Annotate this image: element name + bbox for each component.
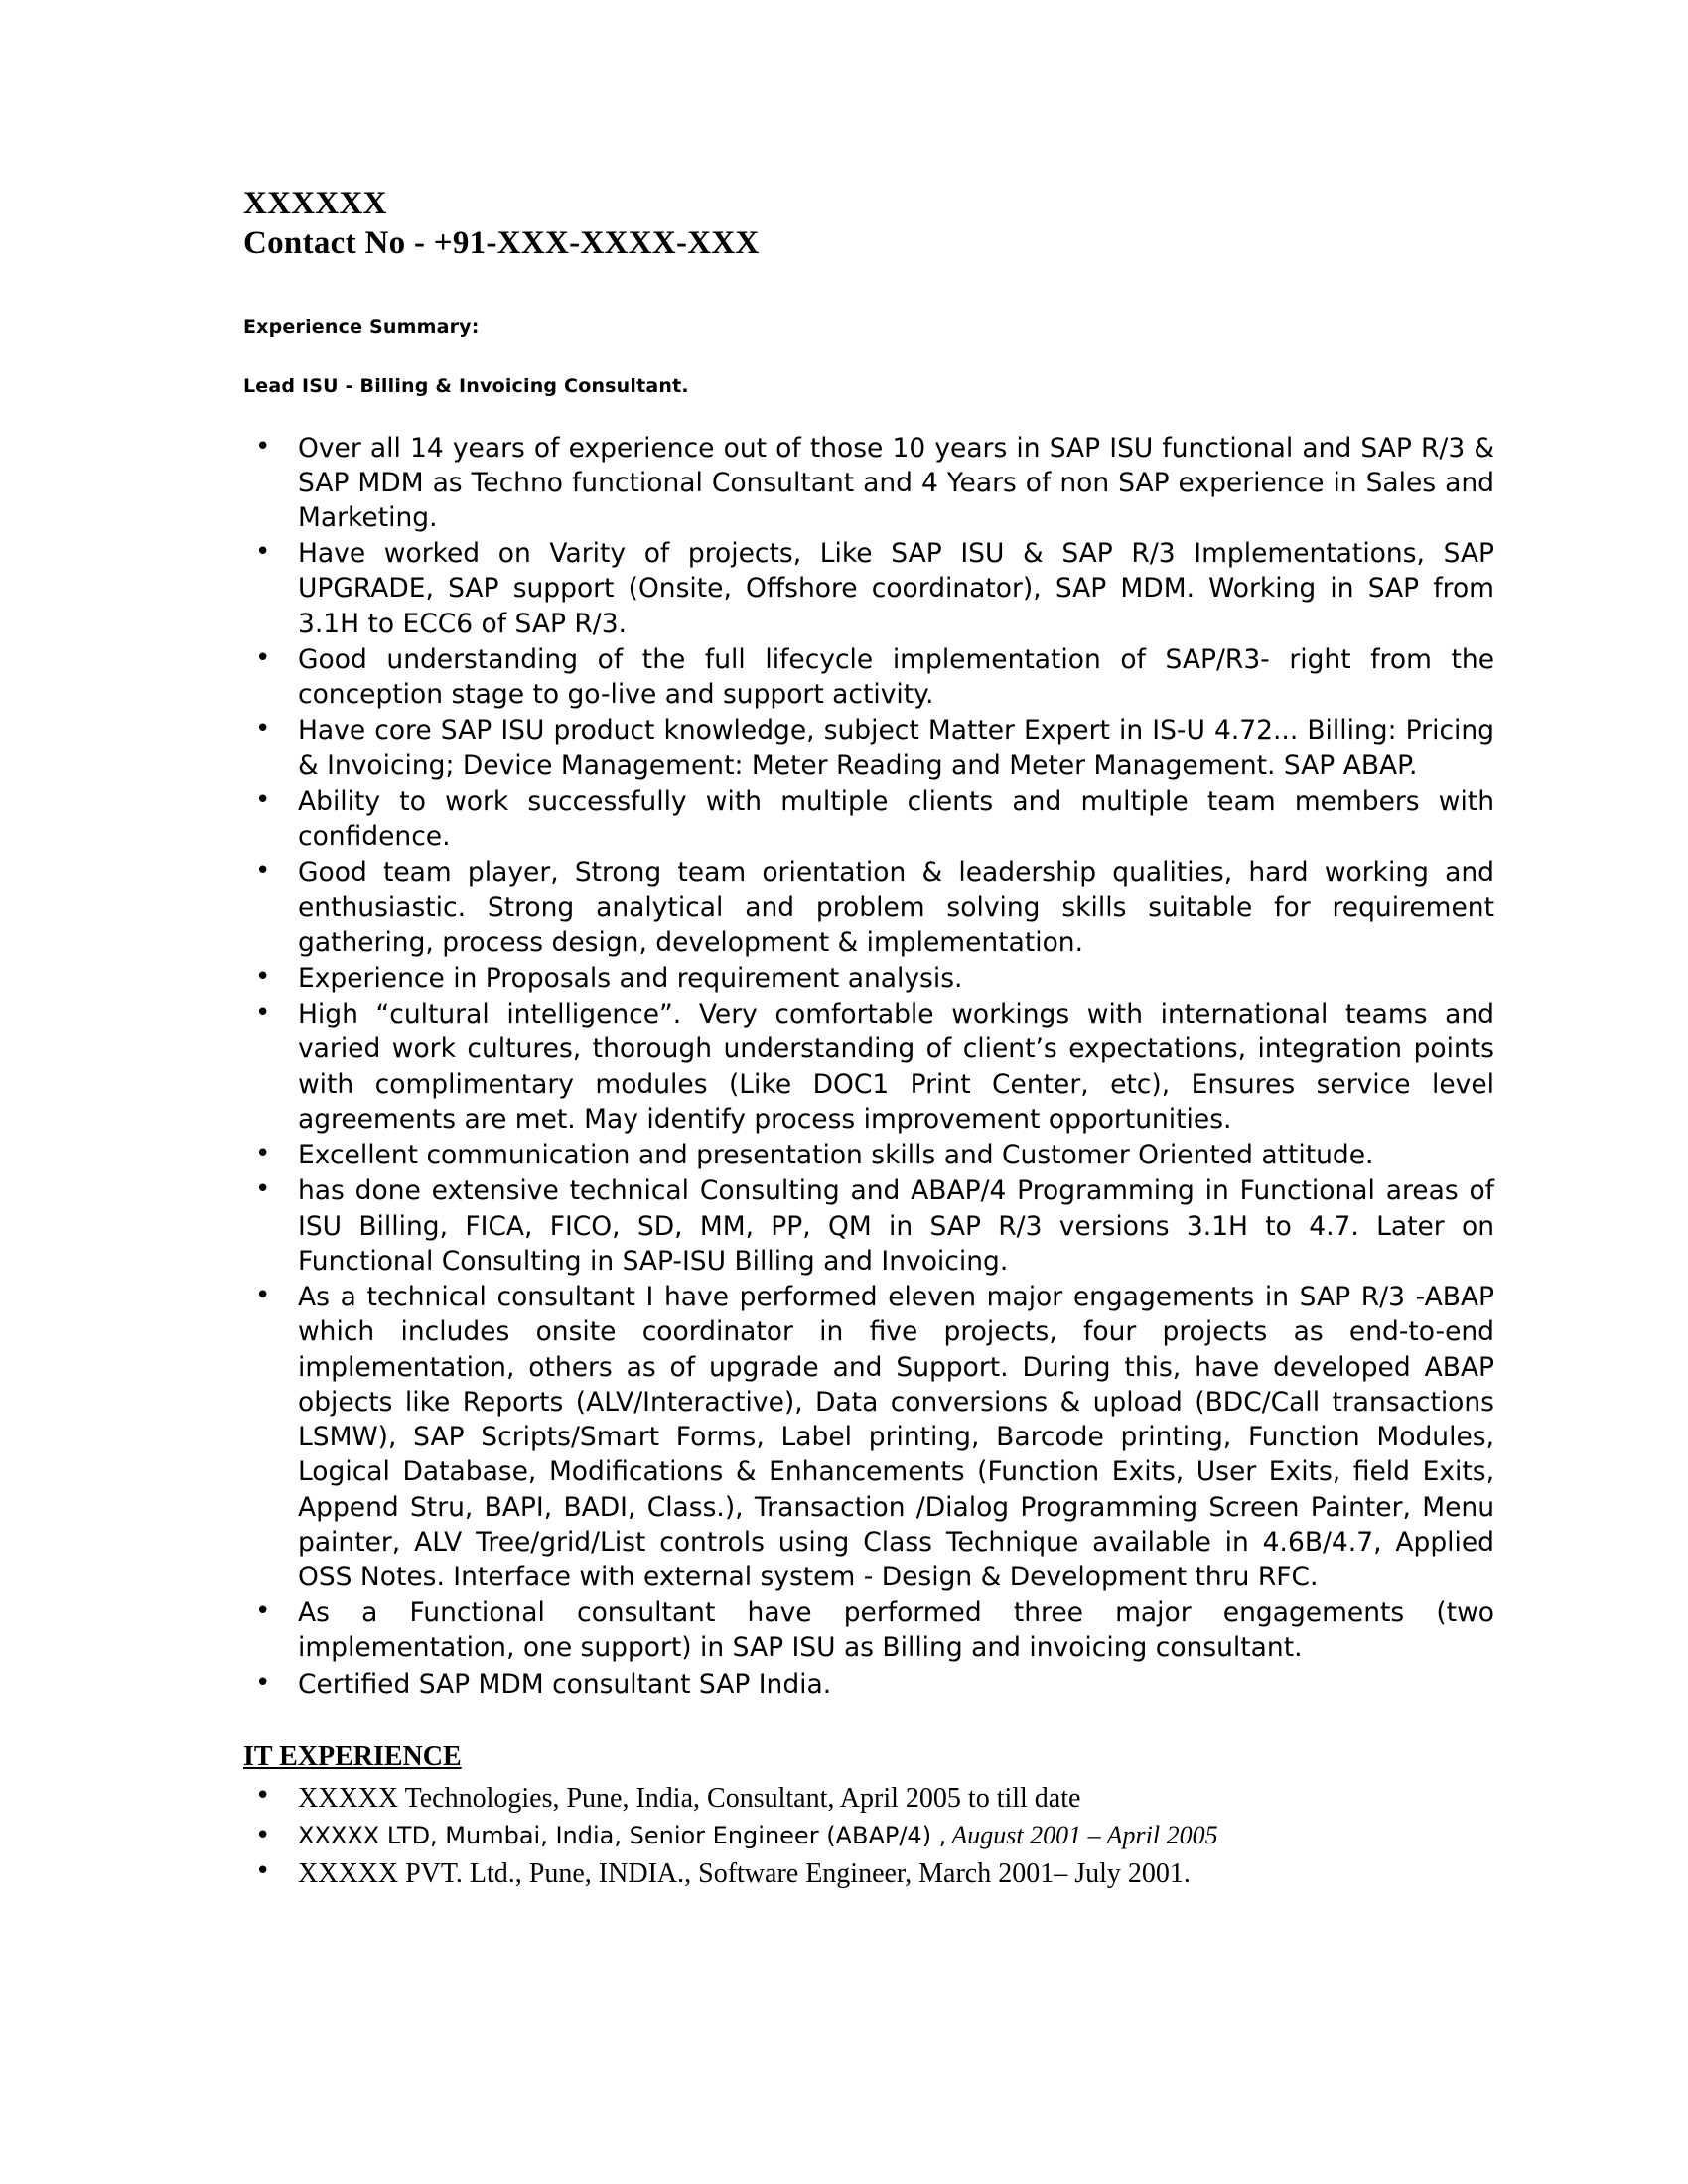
list-item: • Good understanding of the full lifecycle implementation of SAP/R3- right from the conception stage to go-live and support activity. xyxy=(243,642,1494,712)
contact-number: Contact No - +91-XXX-XXXX-XXX xyxy=(243,225,760,262)
it-entry-text: XXXXX LTD, Mumbai, India, Senior Engineer (ABAP/4) , xyxy=(298,1822,947,1850)
list-item xyxy=(243,1856,1494,1892)
list-item: • High “cultural intelligence”. Very comfortable workings with international teams and varied work cultures, thorough understanding of client’s expectations, integration points with complimentary modules (Like DOC1 Print Center, etc), Ensures service level agreements are met. May identify process improvement opportunities. xyxy=(243,997,1494,1137)
experience-summary-heading: Experience Summary: xyxy=(243,315,480,338)
list-item: • Have core SAP ISU product knowledge, subject Matter Expert in IS-U 4.72... Billing: Pricing & Invoicing; Device Management: Meter Reading and Meter Management. SAP ABAP. xyxy=(243,713,1494,782)
it-experience-heading: IT EXPERIENCE xyxy=(243,1740,462,1772)
list-item: • Over all 14 years of experience out of those 10 years in SAP ISU functional and SAP R/3 & SAP MDM as Techno functional Consultant and 4 Years of non SAP experience in Sales and Marketing. xyxy=(243,431,1494,536)
list-item: • Ability to work successfully with multiple clients and multiple team members with confidence. xyxy=(243,784,1494,854)
list-item: • Good team player, Strong team orientation & leadership qualities, hard working and enthusiastic. Strong analytical and problem solving skills suitable for requirement gathering, process design, development & implementation. xyxy=(243,855,1494,960)
list-item: • As a technical consultant I have performed eleven major engagements in SAP R/3 -ABAP which includes onsite coordinator in five projects, four projects as end-to-end implementation, others as of upgrade and Support. During this, have developed ABAP objects like Reports (ALV/Interactive), Data conversions & upload (BDC/Call transactions LSMW), SAP Scripts/Smart Forms, Label printing, Barcode printing, Function Modules, Logical Database, Modifications & Enhancements (Function Exits, User Exits, field Exits, Append Stru, BAPI, BADI, Class.), Transaction /Dialog Programming Screen Painter, Menu painter, ALV Tree/grid/List controls using Class Technique available in 4.6B/4.7, Applied OSS Notes. Interface with external system - Design & Development thru RFC. xyxy=(243,1280,1494,1594)
list-item: • has done extensive technical Consulting and ABAP/4 Programming in Functional areas of ISU Billing, FICA, FICO, SD, MM, PP, QM in SAP R/3 versions 3.1H to 4.7. Later on Functional Consulting in SAP-ISU Billing and Invoicing. xyxy=(243,1173,1494,1279)
it-entry-text: XXXXX PVT. Ltd., Pune, INDIA., Software Engineer, March 2001– July 2001. xyxy=(298,1857,1191,1889)
role-title: Lead ISU - Billing & Invoicing Consultant. xyxy=(243,374,689,397)
list-item: • Experience in Proposals and requirement analysis. xyxy=(243,961,1494,996)
resume-header xyxy=(243,184,1494,264)
it-entry-dates: August 2001 – April 2005 xyxy=(951,1821,1218,1850)
experience-summary-list xyxy=(243,431,1494,1702)
it-experience-list xyxy=(243,1781,1494,1892)
list-item xyxy=(243,1781,1494,1817)
list-item xyxy=(243,1821,1494,1851)
list-item: • Excellent communication and presentation skills and Customer Oriented attitude. xyxy=(243,1138,1494,1172)
list-item: • As a Functional consultant have performed three major engagements (two implementation, one support) in SAP ISU as Billing and invoicing consultant. xyxy=(243,1595,1494,1665)
list-item: • Certified SAP MDM consultant SAP India. xyxy=(243,1667,1494,1702)
it-entry-text: XXXXX Technologies, Pune, India, Consultant, April 2005 to till date xyxy=(298,1782,1081,1814)
candidate-name: XXXXXX xyxy=(243,186,387,221)
list-item: • Have worked on Varity of projects, Like SAP ISU & SAP R/3 Implementations, SAP UPGRADE, SAP support (Onsite, Offshore coordinator), SAP MDM. Working in SAP from 3.1H to ECC6 of SAP R/3. xyxy=(243,536,1494,641)
